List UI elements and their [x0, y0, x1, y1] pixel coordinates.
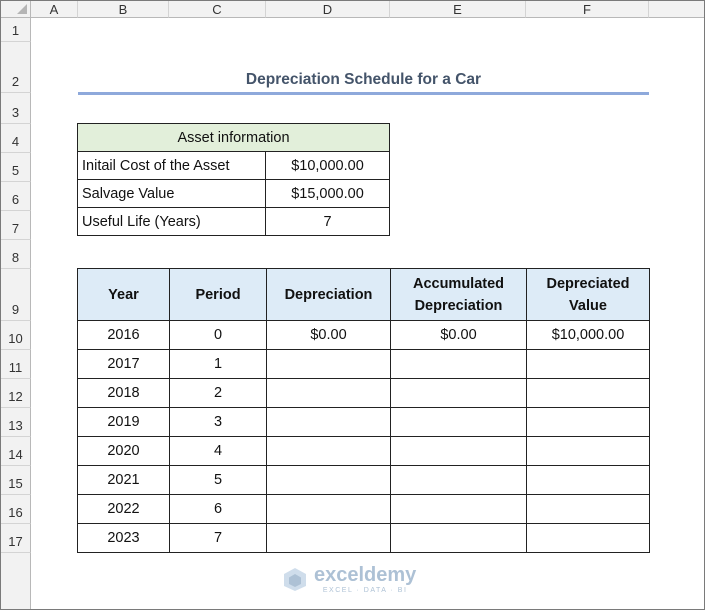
row-header-2[interactable]: 2 — [1, 42, 31, 93]
year-cell[interactable]: 2021 — [78, 466, 170, 495]
accumulated-cell[interactable] — [391, 408, 527, 437]
accumulated-cell[interactable] — [391, 524, 527, 553]
accumulated-cell[interactable] — [391, 495, 527, 524]
row-header-15[interactable]: 15 — [1, 466, 31, 495]
table-row — [78, 321, 650, 350]
column-header-c[interactable]: C — [169, 1, 266, 18]
accumulated-cell[interactable]: $0.00 — [391, 321, 527, 350]
depreciation-cell[interactable] — [267, 466, 391, 495]
table-row — [78, 466, 650, 495]
table-row — [78, 495, 650, 524]
year-cell[interactable]: 2016 — [78, 321, 170, 350]
period-cell[interactable]: 7 — [170, 524, 267, 553]
depreciated-value-cell[interactable] — [527, 408, 650, 437]
asset-label-cell[interactable]: Salvage Value — [78, 180, 266, 208]
row-header-9[interactable]: 9 — [1, 269, 31, 321]
table-row — [78, 350, 650, 379]
row-header-3[interactable]: 3 — [1, 93, 31, 124]
column-header-a[interactable]: A — [31, 1, 78, 18]
select-all-corner[interactable] — [1, 1, 31, 18]
table-row — [78, 437, 650, 466]
header-period[interactable]: Period — [170, 269, 267, 321]
asset-label-cell[interactable]: Initail Cost of the Asset — [78, 152, 266, 180]
row-header-5[interactable]: 5 — [1, 153, 31, 182]
table-row — [78, 524, 650, 553]
depreciation-cell[interactable] — [267, 437, 391, 466]
column-header-blank — [649, 1, 705, 18]
row-header-13[interactable]: 13 — [1, 408, 31, 437]
period-cell[interactable]: 1 — [170, 350, 267, 379]
table-row — [78, 408, 650, 437]
year-cell[interactable]: 2018 — [78, 379, 170, 408]
row-header-11[interactable]: 11 — [1, 350, 31, 379]
header-year[interactable]: Year — [78, 269, 170, 321]
accumulated-cell[interactable] — [391, 350, 527, 379]
depreciated-value-cell[interactable]: $10,000.00 — [527, 321, 650, 350]
header-depreciated-value[interactable]: Depreciated Value — [527, 269, 650, 321]
accumulated-cell[interactable] — [391, 379, 527, 408]
depreciation-cell[interactable] — [267, 524, 391, 553]
asset-value-cell[interactable]: $10,000.00 — [266, 152, 390, 180]
depreciation-cell[interactable]: $0.00 — [267, 321, 391, 350]
column-header-d[interactable]: D — [266, 1, 390, 18]
row-header-14[interactable]: 14 — [1, 437, 31, 466]
year-cell[interactable]: 2017 — [78, 350, 170, 379]
depreciation-cell[interactable] — [267, 379, 391, 408]
depreciated-value-cell[interactable] — [527, 350, 650, 379]
row-header-10[interactable]: 10 — [1, 321, 31, 350]
header-accumulated-depreciation[interactable]: Accumulated Depreciation — [391, 269, 527, 321]
depreciation-schedule-table — [77, 268, 650, 553]
period-cell[interactable]: 3 — [170, 408, 267, 437]
row-header-8[interactable]: 8 — [1, 240, 31, 269]
period-cell[interactable]: 0 — [170, 321, 267, 350]
accumulated-cell[interactable] — [391, 437, 527, 466]
depreciated-value-cell[interactable] — [527, 466, 650, 495]
watermark-name: exceldemy — [314, 563, 417, 586]
year-cell[interactable]: 2023 — [78, 524, 170, 553]
row-header-1[interactable]: 1 — [1, 18, 31, 42]
depreciated-value-cell[interactable] — [527, 524, 650, 553]
row-header-16[interactable]: 16 — [1, 495, 31, 524]
asset-label-cell[interactable]: Useful Life (Years) — [78, 208, 266, 236]
row-header-7[interactable]: 7 — [1, 211, 31, 240]
asset-info-table — [77, 123, 390, 236]
row-header-17[interactable]: 17 — [1, 524, 31, 553]
column-header-b[interactable]: B — [78, 1, 169, 18]
asset-info-header[interactable]: Asset information — [78, 124, 390, 152]
year-cell[interactable]: 2020 — [78, 437, 170, 466]
column-header-f[interactable]: F — [526, 1, 649, 18]
period-cell[interactable]: 6 — [170, 495, 267, 524]
depreciation-cell[interactable] — [267, 495, 391, 524]
sheet-title[interactable]: Depreciation Schedule for a Car — [245, 71, 482, 88]
year-cell[interactable]: 2019 — [78, 408, 170, 437]
period-cell[interactable]: 2 — [170, 379, 267, 408]
depreciated-value-cell[interactable] — [527, 495, 650, 524]
period-cell[interactable]: 4 — [170, 437, 267, 466]
period-cell[interactable]: 5 — [170, 466, 267, 495]
column-header-e[interactable]: E — [390, 1, 526, 18]
exceldemy-logo-icon — [282, 566, 308, 592]
header-depreciation[interactable]: Depreciation — [267, 269, 391, 321]
year-cell[interactable]: 2022 — [78, 495, 170, 524]
row-header-blank — [1, 553, 31, 610]
exceldemy-watermark — [282, 561, 416, 597]
asset-value-cell[interactable]: 7 — [266, 208, 390, 236]
watermark-tagline: EXCEL · DATA · BI — [322, 586, 408, 594]
accumulated-cell[interactable] — [391, 466, 527, 495]
title-underline — [78, 92, 649, 95]
depreciation-cell[interactable] — [267, 350, 391, 379]
depreciated-value-cell[interactable] — [527, 379, 650, 408]
depreciated-value-cell[interactable] — [527, 437, 650, 466]
row-header-6[interactable]: 6 — [1, 182, 31, 211]
row-header-4[interactable]: 4 — [1, 124, 31, 153]
table-row — [78, 379, 650, 408]
select-all-triangle-icon — [17, 4, 27, 14]
depreciation-cell[interactable] — [267, 408, 391, 437]
asset-value-cell[interactable]: $15,000.00 — [266, 180, 390, 208]
row-header-12[interactable]: 12 — [1, 379, 31, 408]
